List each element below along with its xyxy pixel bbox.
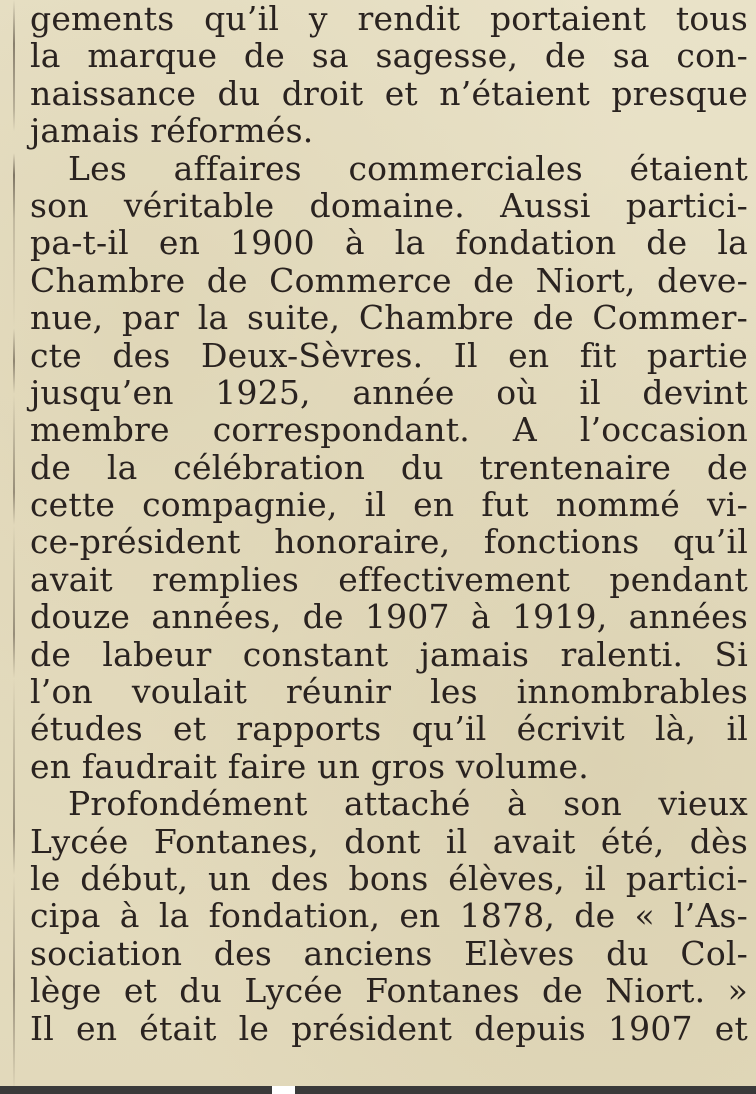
text-line: douze années, de 1907 à 1919, années: [30, 597, 748, 637]
text-line: son véritable domaine. Aussi partici-: [30, 185, 748, 225]
article-text: [30, 0, 748, 1047]
text-line: ce-président honoraire, fonctions qu’il: [30, 522, 748, 562]
text-line: Profondément attaché à son vieux: [68, 784, 748, 824]
column-rule: [13, 0, 15, 1094]
text-line: naissance du droit et n’étaient presque: [30, 73, 748, 113]
text-line: avait remplies effectivement pendant: [30, 559, 748, 599]
text-line: cette compagnie, il en fut nommé vi-: [30, 485, 748, 525]
text-line: sociation des anciens Elèves du Col-: [30, 933, 748, 973]
text-line: Lycée Fontanes, dont il avait été, dès: [30, 821, 748, 861]
text-line: nue, par la suite, Chambre de Commer-: [30, 298, 748, 338]
text-line: jusqu’en 1925, année où il devint: [30, 372, 748, 412]
text-line: de la célébration du trentenaire de: [30, 447, 748, 487]
text-line: cipa à la fondation, en 1878, de « l’As-: [30, 896, 748, 936]
text-line: le début, un des bons élèves, il partici-: [30, 858, 748, 898]
text-line: jamais réformés.: [30, 111, 314, 151]
text-line: la marque de sa sagesse, de sa con-: [30, 36, 748, 76]
scan-edge: [0, 1086, 756, 1094]
text-line: Les affaires commerciales étaient: [68, 148, 748, 188]
text-line: Chambre de Commerce de Niort, deve-: [30, 260, 748, 300]
text-line: lège et du Lycée Fontanes de Niort. »: [30, 971, 748, 1011]
text-line: pa-t-il en 1900 à la fondation de la: [30, 223, 748, 263]
text-line: Il en était le président depuis 1907 et: [30, 1008, 748, 1048]
text-line: en faudrait faire un gros volume.: [30, 746, 589, 786]
text-line: l’on voulait réunir les innombrables: [30, 672, 748, 712]
text-line: de labeur constant jamais ralenti. Si: [30, 634, 748, 674]
text-line: gements qu’il y rendit portaient tous: [30, 0, 748, 38]
text-line: cte des Deux-Sèvres. Il en fit partie: [30, 335, 748, 375]
text-line: études et rapports qu’il écrivit là, il: [30, 709, 748, 749]
text-line: membre correspondant. A l’occasion: [30, 410, 748, 450]
